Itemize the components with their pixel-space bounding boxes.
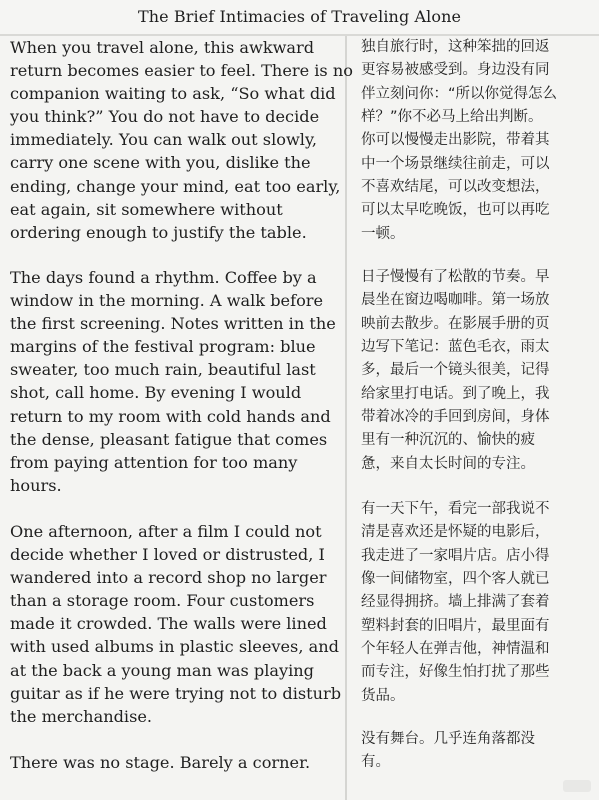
chinese-line: 货品。 [361,687,405,704]
english-line: ending, change your mind, eat too early, [10,176,341,196]
chinese-line: 更容易被感受到。身边没有同 [361,62,550,79]
english-line: than a storage room. Four customers [10,591,315,611]
chinese-line: 独自旅行时，这种笨拙的回返 [361,39,550,55]
chinese-paragraph-2 [361,266,591,476]
chinese-line: 里有一种沉沉的、愉快的疲 [361,432,535,449]
chinese-line: 映前去散步。在影展手册的页 [361,315,550,332]
english-line: One afternoon, after a film I could not [10,522,322,541]
english-line: at the back a young man was playing [10,660,314,680]
chinese-line: 给家里打电话。到了晚上，我 [361,385,550,402]
english-line: carry one scene with you, dislike the [10,153,311,173]
chinese-line: 边写下笔记：蓝色毛衣，雨太 [361,339,550,356]
chinese-line: 可以太早吃晚饭，也可以再吃 [361,202,550,219]
english-paragraph-4 [10,751,346,774]
english-line: decide whether I loved or distrusted, I [10,545,325,565]
chinese-paragraph-1 [361,36,591,246]
english-line: margins of the festival program: blue [10,337,316,357]
english-line: The days found a rhythm. Coffee by a [10,268,317,287]
page-header [0,0,599,36]
chinese-line: 有。 [361,754,390,771]
chinese-paragraph-4 [361,728,591,775]
chinese-line: 多，最后一个镜头很美，记得 [361,362,550,379]
english-paragraph-2 [10,266,346,497]
english-line: immediately. You can walk out slowly, [10,130,318,150]
english-line: shot, call home. By evening I would [10,383,302,403]
english-line: return becomes easier to feel. There is no [10,61,353,81]
chinese-line: 像一间储物室，四个客人就已 [361,571,550,588]
english-line: companion waiting to ask, “So what did [10,84,336,104]
english-line: There was no stage. Barely a corner. [10,753,311,772]
english-paragraph-1 [10,36,353,244]
chinese-line: 带着冰冷的手回到房间，身体 [361,409,550,426]
chinese-line: 样？”你不必马上给出判断。 [361,109,543,126]
chinese-line: 有一天下午，看完一部我说不 [361,501,550,517]
english-line: return to my room with cold hands and [10,406,331,426]
chinese-line: 塑料封套的旧唱片，最里面有 [361,617,550,634]
chinese-line: 一顿。 [361,225,405,242]
english-line: window in the morning. A walk before [10,291,324,311]
english-line: ordering enough to justify the table. [10,222,307,242]
english-line: hours. [10,475,62,495]
english-line: sweater, too much rain, beautiful last [10,360,316,380]
chinese-line: 我走进了一家唱片店。店小得 [361,547,550,564]
english-line: from paying attention for too many [10,452,298,472]
watermark-logo [563,780,591,792]
chinese-line: 没有舞台。几乎连角落都没 [361,731,535,747]
chinese-line: 清是喜欢还是怀疑的电影后， [361,524,550,541]
english-line: made it crowded. The walls were lined [10,614,327,634]
english-line: wandered into a record shop no larger [10,568,327,588]
english-line: When you travel alone, this awkward [10,38,315,57]
english-paragraph-3 [10,520,346,728]
chinese-line: 而专注，好像生怕打扰了那些 [361,664,550,681]
english-line: the first screening. Notes written in the [10,314,336,334]
chinese-line: 经显得拥挤。墙上排满了套着 [361,594,550,611]
english-line: guitar as if he were trying not to disturb [10,683,342,703]
english-line: you think?” You do not have to decide [10,107,320,127]
chinese-line: 日子慢慢有了松散的节奏。早 [361,269,550,285]
chinese-line: 个年轻人在弹吉他，神情温和 [361,641,550,658]
english-line: the merchandise. [10,706,153,726]
chinese-line: 伴立刻问你：“所以你觉得怎么 [361,85,558,102]
english-line: eat again, sit somewhere without [10,199,283,219]
chinese-line: 晨坐在窗边喝咖啡。第一场放 [361,292,550,309]
chinese-line: 不喜欢结尾，可以改变想法， [361,179,550,196]
chinese-line: 中一个场景继续往前走，可以 [361,155,550,172]
page-title: The Brief Intimacies of Traveling Alone [137,7,462,26]
chinese-line: 你可以慢慢走出影院，带着其 [361,132,550,149]
chinese-paragraph-3 [361,498,591,708]
english-line: with used albums in plastic sleeves, and [10,637,339,657]
chinese-line: 惫，来自太长时间的专注。 [361,455,535,472]
english-line: the dense, pleasant fatigue that comes [10,429,328,449]
